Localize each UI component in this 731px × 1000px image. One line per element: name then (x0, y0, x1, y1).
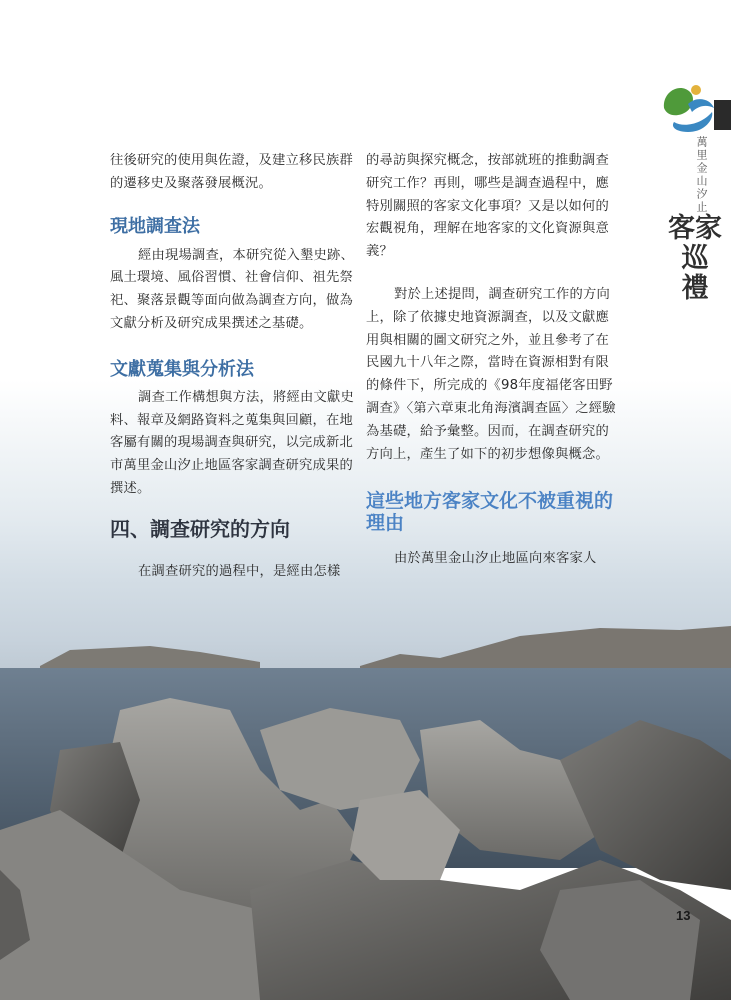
literature-paragraph: 調查工作構想與方法，將經由文獻史料、報章及網路資料之蒐集與回顧，在地客屬有關的現場調查與研究，以完成新北市萬里金山汐止地區客家調查研究成果的撰述。 (110, 389, 354, 496)
section-heading-hakka-culture: 這些地方客家文化不被重視的理由 (366, 490, 614, 535)
field-survey-paragraph: 經由現場調查，本研究從入墾史跡、風土環境、風俗習慣、社會信仰、祖先祭祀、聚落景觀等面向做為調查方向，做為文獻分析及研究成果撰述之基礎。 (110, 247, 354, 331)
brand-title-line: 客家 (668, 213, 722, 244)
section-heading-literature: 文獻蒐集與分析法 (110, 358, 254, 380)
right-paragraph-1: 的尋訪與探究概念，按部就班的推動調查研究工作？再則，哪些是調查過程中，應特別關照的客家文化事項？又是以如何的宏觀視角，理解在地客家的文化資源與意義？ (366, 153, 609, 260)
hakka-culture-paragraph: 由於萬里金山汐止地區向來客家人 (394, 551, 597, 567)
right-paragraph-2: 對於上述提問，調查研究工作的方向上，除了依據史地資源調查，以及文獻應用與相關的圖文研究之外，並且參考了在民國九十八年之際，當時在資源相對有限的條件下，所完成的《98年度福佬客田野調查》〈第六章東北角海濱調查區〉之經驗為基礎，給予彙整。因而，在調查研究的方向上，產生了如下的初步想像與概念。 (366, 286, 616, 462)
brand-subtitle: 萬里金山汐止 (695, 136, 708, 214)
brand-title-line: 禮 (681, 273, 709, 304)
brand-block (648, 70, 728, 320)
page-number: 13 (676, 908, 691, 923)
brand-title-line: 巡 (681, 243, 709, 274)
right-column (366, 150, 616, 571)
section-heading-field-survey: 現地調查法 (110, 215, 200, 237)
intro-paragraph: 往後研究的使用與佐證，及建立移民族群的遷移史及聚落發展概況。 (110, 153, 353, 191)
brand-title (668, 214, 722, 304)
section-heading-research-direction: 四、調查研究的方向 (110, 516, 290, 541)
research-direction-paragraph: 在調查研究的過程中，是經由怎樣 (138, 563, 341, 579)
coastal-breakwater-photo (0, 560, 731, 1000)
left-column (110, 150, 360, 584)
hakka-logo-icon (658, 78, 718, 134)
